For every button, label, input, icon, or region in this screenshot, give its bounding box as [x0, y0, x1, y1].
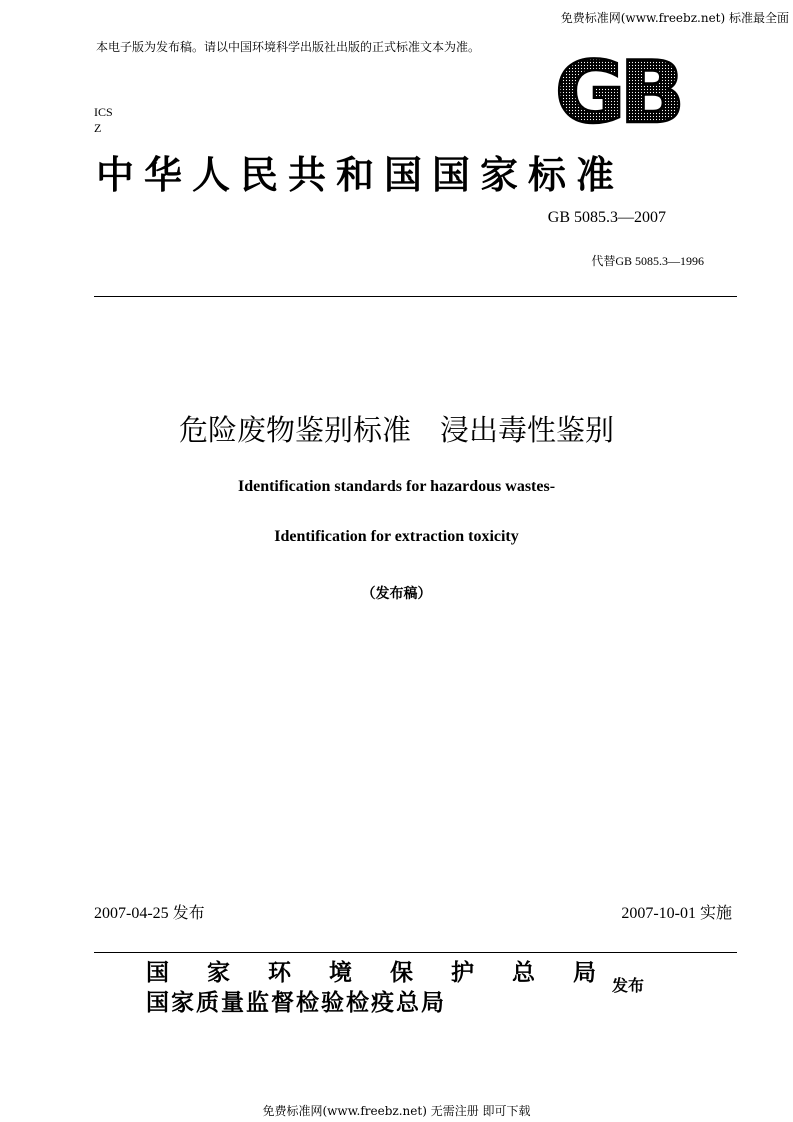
issuer-char: 总	[512, 960, 535, 986]
top-divider	[94, 296, 737, 297]
issuer-char: 护	[451, 960, 474, 986]
issuer-char: 境	[329, 960, 352, 986]
english-title-line2: Identification for extraction toxicity	[274, 528, 519, 545]
chinese-title: 危险废物鉴别标准 浸出毒性鉴别	[178, 413, 614, 447]
gb-logo-text: GB	[554, 52, 680, 128]
standard-number: GB 5085.3—2007	[547, 209, 666, 226]
bottom-divider	[94, 952, 737, 953]
issuer-char: 国	[146, 960, 169, 986]
issuer-char: 环	[268, 960, 291, 986]
draft-notice: 本电子版为发布稿。请以中国环境科学出版社出版的正式标准文本为准。	[96, 40, 481, 54]
issue-date: 2007-04-25 发布	[94, 905, 205, 922]
site-footer-note: 免费标准网(www.freebz.net) 无需注册 即可下载	[262, 1104, 531, 1118]
issuer-char: 家	[207, 960, 230, 986]
implementation-date: 2007-10-01 实施	[621, 905, 732, 922]
issue-label: 发布	[612, 976, 645, 995]
site-header-note: 免费标准网(www.freebz.net) 标准最全面	[560, 11, 789, 25]
ics-block	[94, 104, 113, 136]
english-title-line1: Identification standards for hazardous wastes-	[237, 478, 556, 495]
replaces-standard: 代替GB 5085.3—1996	[591, 254, 704, 268]
issuer-char: 保	[390, 960, 413, 986]
classification-code: Z	[94, 121, 102, 135]
ics-label: ICS	[94, 105, 113, 119]
gb-logo	[538, 52, 696, 128]
issuer-environment-agency	[146, 954, 596, 987]
national-standard-title: 中华人民共和国国家标准	[96, 153, 625, 197]
issuer-quality-agency: 国家质量监督检验检疫总局	[146, 990, 446, 1016]
draft-label: （发布稿）	[361, 586, 432, 602]
gb-logo-graphic	[538, 52, 696, 128]
issuer-char: 局	[573, 960, 596, 986]
